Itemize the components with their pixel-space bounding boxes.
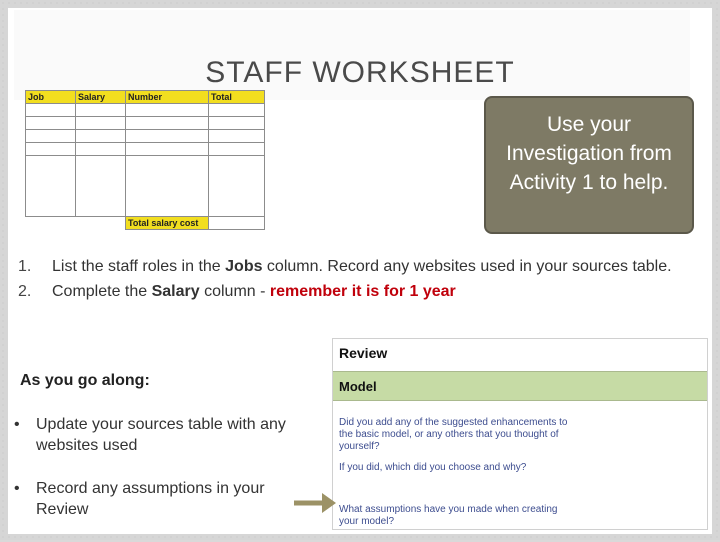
bullet-icon: • xyxy=(14,416,20,433)
table-row xyxy=(26,130,265,143)
table-row xyxy=(26,104,265,117)
bullet-text: Update your sources table with any websites used xyxy=(36,416,286,454)
header-number: Number xyxy=(126,91,209,104)
callout-text: Use your Investigation from Activity 1 to help. xyxy=(506,113,672,194)
header-salary: Salary xyxy=(76,91,126,104)
bullet-text: Record any assumptions in your Review xyxy=(36,480,265,518)
step-text: Complete the Salary column - remember it is for 1 year xyxy=(52,283,456,300)
total-salary-label: Total salary cost xyxy=(126,217,209,230)
step-number: 1. xyxy=(18,258,32,275)
list-item xyxy=(18,256,718,277)
table-row xyxy=(26,156,265,217)
review-question: If you did, which did you choose and why? xyxy=(339,462,527,473)
review-heading: Review xyxy=(339,345,388,361)
table-row xyxy=(26,143,265,156)
total-row xyxy=(26,217,265,230)
bullet-list xyxy=(12,414,302,542)
arrow-right-icon xyxy=(292,490,338,516)
model-heading: Model xyxy=(333,371,707,401)
callout-box xyxy=(484,96,694,234)
staff-table xyxy=(25,90,265,230)
header-job: Job xyxy=(26,91,76,104)
along-heading: As you go along: xyxy=(20,372,150,389)
table-header-row xyxy=(26,91,265,104)
review-question: What assumptions have you made when creating your model? xyxy=(339,504,558,527)
instruction-list xyxy=(18,256,718,306)
list-item xyxy=(12,478,302,520)
bullet-icon: • xyxy=(14,480,20,497)
review-question: Did you add any of the suggested enhancements to the basic model, or any others that you thought of yourself? xyxy=(339,417,568,452)
review-panel xyxy=(332,338,708,530)
slide-title: STAFF WORKSHEET xyxy=(205,56,515,89)
list-item xyxy=(18,281,718,302)
list-item xyxy=(12,414,302,456)
table-row xyxy=(26,117,265,130)
step-number: 2. xyxy=(18,283,32,300)
header-total: Total xyxy=(209,91,265,104)
step-text: List the staff roles in the Jobs column. Record any websites used in your sources table. xyxy=(52,258,672,275)
